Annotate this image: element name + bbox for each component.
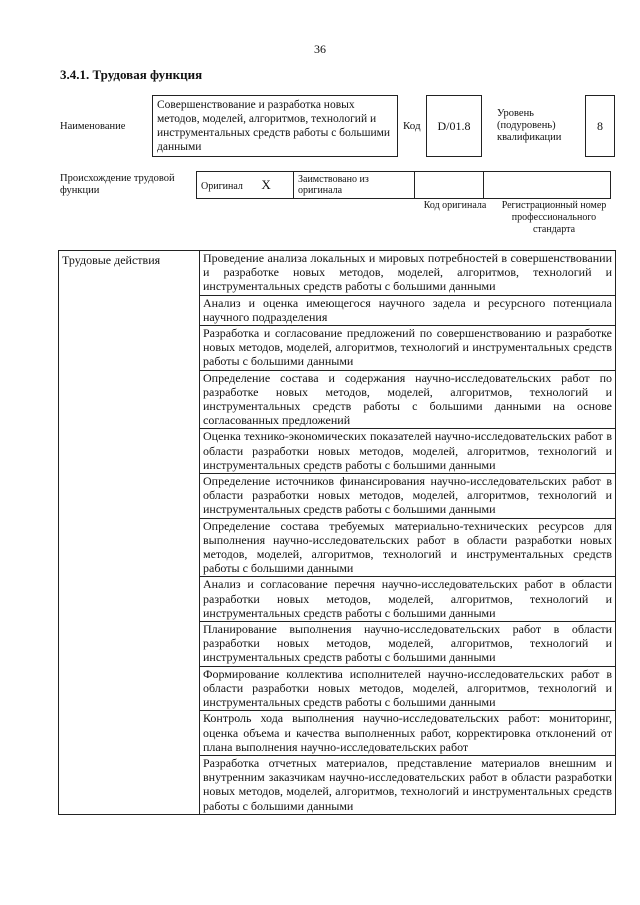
labor-actions-label: Трудовые действия — [59, 251, 200, 815]
function-name-box: Совершенствование и разработка новых методов, моделей, алгоритмов, технологий и инструментальных средств работы с большими данными — [152, 95, 398, 157]
page-number: 36 — [314, 42, 326, 56]
code-label: Код — [403, 120, 421, 132]
labor-action-item: Контроль хода выполнения научно-исследовательских работ: мониторинг, оценка объема и качества выполненных работ, корректировка отклонений от плана выполнения научно-исследовательских работ — [200, 711, 616, 756]
labor-action-row — [59, 251, 616, 296]
labor-actions-table — [58, 250, 616, 815]
original-label: Оригинал — [201, 180, 243, 192]
borrowed-label: Заимствовано из оригинала — [298, 174, 369, 196]
section-title: 3.4.1. Трудовая функция — [60, 67, 203, 82]
labor-action-item: Разработка и согласование предложений по совершенствованию и разработке новых методов, моделей, алгоритмов, технологий и инструментальных средств работы с большими данными — [200, 326, 616, 371]
origin-table — [196, 171, 611, 199]
labor-action-item: Анализ и согласование перечня научно-исследовательских работ в области разработки новых методов, моделей, алгоритмов, технологий и инструментальных средств работы с большими данными — [200, 577, 616, 622]
name-label: Наименование — [60, 121, 126, 132]
origin-code-cell — [415, 172, 484, 199]
origin-borrowed-cell — [294, 172, 415, 199]
origin-original-cell — [197, 172, 294, 199]
qualification-level-label: Уровень (подуровень) квалификации — [497, 108, 562, 143]
labor-action-item: Определение состава требуемых материально-технических ресурсов для выполнения научно-исследовательских работ в области разработки новых методов, моделей, алгоритмов, технологий и инструментальных средств работы с большими данными — [200, 518, 616, 577]
qualification-level-box: 8 — [585, 95, 615, 157]
labor-action-item: Формирование коллектива исполнителей научно-исследовательских работ в области разработки новых методов, моделей, алгоритмов, технологий и инструментальных средств работы с большими данными — [200, 666, 616, 711]
labor-action-item: Определение источников финансирования научно-исследовательских работ в области разработки новых методов, моделей, алгоритмов, технологий и инструментальных средств работы с большими данными — [200, 474, 616, 519]
origin-reg-number-cell — [484, 172, 611, 199]
function-code-box: D/01.8 — [426, 95, 482, 157]
code-original-caption: Код оригинала — [423, 200, 487, 211]
labor-action-item: Оценка технико-экономических показателей научно-исследовательских работ в области разработки новых методов, моделей, алгоритмов, технологий и инструментальных средств работы с большими данными — [200, 429, 616, 474]
labor-action-item: Планирование выполнения научно-исследовательских работ в области разработки новых методов, моделей, алгоритмов, технологий и инструментальных средств работы с большими данными — [200, 622, 616, 667]
labor-action-item: Определение состава и содержания научно-исследовательских работ по разработке новых методов, моделей, алгоритмов, технологий и инструментальных средств работы с большими данными на основе согласованных предложений — [200, 370, 616, 429]
origin-label: Происхождение трудовой функции — [60, 173, 175, 196]
original-mark: X — [261, 176, 271, 192]
labor-action-item: Разработка отчетных материалов, представление материалов внешним и внутренним заказчикам научно-исследовательских работ в области разработки новых методов, моделей, алгоритмов, технологий и инструментальных средств работы с большими данными — [200, 755, 616, 814]
labor-action-item: Анализ и оценка имеющегося научного задела и ресурсного потенциала научного подразделения — [200, 295, 616, 325]
reg-number-caption: Регистрационный номер профессионального стандарта — [501, 200, 607, 235]
labor-action-item: Проведение анализа локальных и мировых потребностей в совершенствовании и разработке новых методов, моделей, алгоритмов, технологий и инструментальных средств работы с большими данными — [200, 251, 616, 296]
